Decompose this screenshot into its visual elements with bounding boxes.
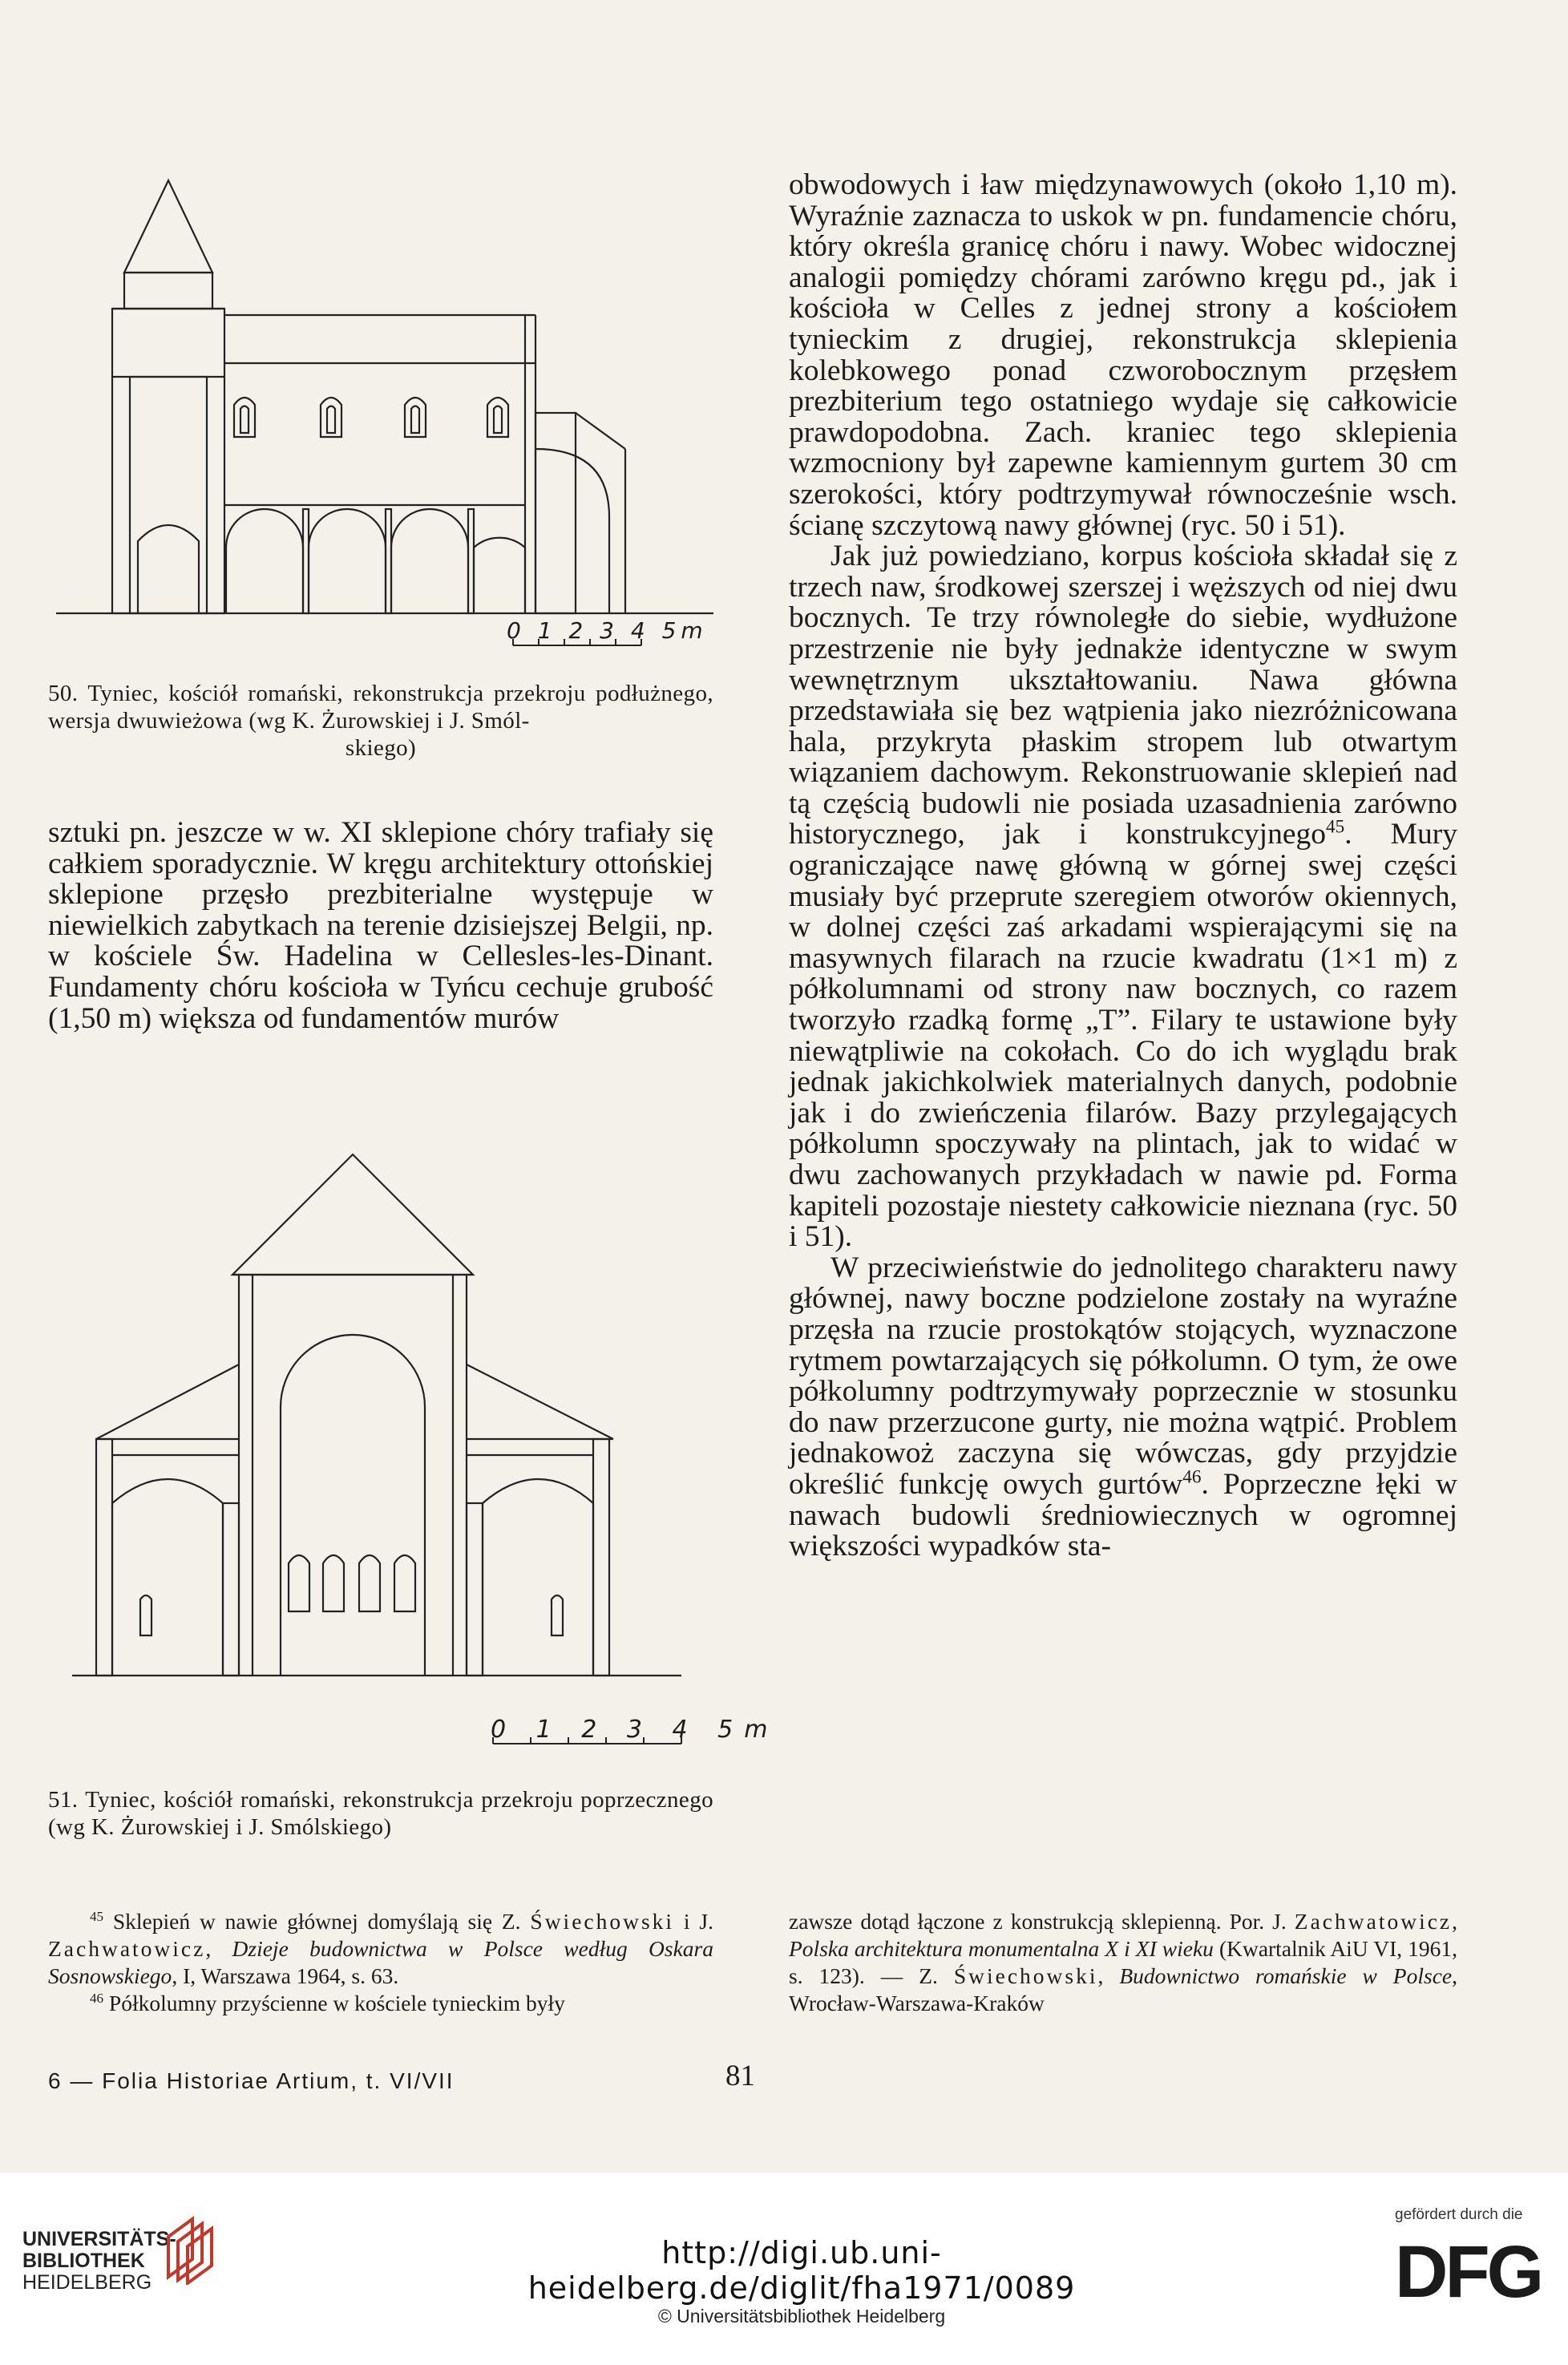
- funding-note: gefördert durch die: [1395, 2206, 1523, 2223]
- footnote-45-text-d: , I, Warszawa 1964, s. 63.: [172, 1963, 399, 1988]
- footnote-46-author: Zachwatowicz: [1294, 1909, 1453, 1934]
- footnote-45-title: Dzieje budownictwa w Polsce według Oskara Sosnowskiego: [48, 1936, 714, 1988]
- paragraph-2: [789, 541, 1457, 1253]
- footnote-46-title-2: Budownictwo romańskie w Polsce: [1119, 1963, 1453, 1988]
- footnote-46-author-2: Świechowski: [953, 1963, 1098, 1988]
- figure-51-caption: 51. Tyniec, kościół romański, rekonstrukcja przekroju poprzecznego (wg K. Żurowskiej i J. Smólskiego): [48, 1787, 713, 1840]
- footnote-46-number: 46: [90, 1990, 104, 2006]
- page-number: 81: [725, 2060, 755, 2092]
- footnote-46-text: Półkolumny przyścienne w kościele tynieckim były: [103, 1991, 565, 2015]
- paragraph-1: obwodowych i ław międzynawowych (około 1,10 m). Wyraźnie zaznacza to uskok w pn. fundamencie chóru, który określa granicę chóru i nawy. Wobec widocznej analogii pomiędzy chórami zarówno kręgu pd., jak i kościoła w Celles z jednej strony a kościołem tynieckim z drugiej, rekonstrukcja sklepienia kolebkowego ponad czworobocznym przęsłem prezbiterium tego ostatniego wydaje się całkowicie prawdopodobna. Zach. kraniec tego sklepienia wzmocniony był zapewne kamiennym gurtem 30 cm szerokości, który podtrzymywał równocześnie wsch. ścianę szczytową nawy głównej (ryc. 50 i 51).: [789, 168, 1457, 542]
- copyright-notice: © Universitätsbibliothek Heidelberg: [657, 2306, 946, 2327]
- footnote-45: [48, 1908, 713, 1990]
- footnote-46-cont-e: , Wrocław-Warszawa-Kraków: [789, 1963, 1457, 2015]
- footnote-46: [48, 1990, 713, 2017]
- footnotes-left: [48, 1908, 713, 2017]
- permalink-url[interactable]: http://digi.ub.uni-heidelberg.de/diglit/fha1971/0089: [527, 2235, 1076, 2306]
- figure-50-scale-label: 0 1 2 3 4 5m: [507, 617, 708, 644]
- library-name-line-3: HEIDELBERG: [22, 2271, 152, 2294]
- paragraph-2-part-b: . Mury ograniczające nawę główną w górnej swej części musiały być przeprute szeregiem otworów okiennych, w dolnej części zaś arkadami wspierającymi się na masywnych filarach na rzucie kwadratu (1×1 m) z półkolumnami od strony naw bocznych, co razem tworzyło rzadką formę „T”. Filary te ustawione były niewątpliwie na cokołach. Co do ich wyglądu brak jednak jakichkolwiek materialnych danych, podobnie jak i do zwieńczenia filarów. Bazy przylegających półkolumn spoczywały na plintach, jak to widać w dwu zachowanych przykładach w nawie pd. Forma kapiteli pozostaje niestety całkowicie nieznana (ryc. 50 i 51).: [789, 818, 1457, 1254]
- footnote-46-cont-a: zawsze dotąd łączone z konstrukcją sklepienną. Por. J.: [789, 1909, 1295, 1934]
- figure-50-longitudinal-section: [48, 172, 713, 653]
- library-name-line-2: BIBLIOTHEK: [22, 2250, 145, 2272]
- footnote-46-cont-d: ,: [1097, 1963, 1120, 1988]
- footnote-46-continued: [789, 1908, 1457, 2017]
- university-library-logo[interactable]: [22, 2229, 176, 2294]
- footnote-45-text-c: ,: [205, 1936, 232, 1961]
- right-column-text: [789, 170, 1457, 1563]
- footnote-46-cont-c: (Kwartalnik AiU VI, 1961, s. 123). — Z.: [789, 1936, 1458, 1988]
- paragraph-3-part-a: W przeciwieństwie do jednolitego charakteru nawy głównej, nawy boczne podzielone zostały na wyraźne przęsła na rzucie prostokątów stojących, wyznaczone rytmem powtarzających się półkolumn. O tym, że owe półkolumny podtrzymywały poprzecznie w stosunku do naw przerzucone gurty, nie można wątpić. Problem jednakowoż zaczyna się wówczas, gdy przyjdzie określić funkcję owych gurtów: [789, 1251, 1457, 1501]
- figure-50-caption: [48, 680, 713, 762]
- library-mark-icon: [160, 2213, 216, 2285]
- paragraph-3-part-b: . Poprzeczne łęki w nawach budowli średniowiecznych w ogromnej większości wypadków sta-: [789, 1467, 1457, 1563]
- footnote-ref-45: 45: [1326, 816, 1345, 838]
- paragraph-2-part-a: Jak już powiedziano, korpus kościoła składał się z trzech naw, środkowej szerszej i węższych od niej dwu bocznych. Te trzy równoległe do siebie, wydłużone przestrzenie nie były jednakże identyczne w swym wewnętrznym ukształtowaniu. Nawa główna przedstawiała się bez wątpienia jako niezróżnicowana hala, przykryta płaskim stropem lub otwartym wiązaniem dachowym. Rekonstruowanie sklepień nad tą częścią budowli nie posiada uzasadnienia zarówno historycznego, jak i konstrukcyjnego: [789, 540, 1457, 851]
- left-column-text: sztuki pn. jeszcze w w. XI sklepione chóry trafiały się całkiem sporadycznie. W kręgu architektury ottońskiej sklepione przęsło prezbiterialne występuje w niewielkich zabytkach na terenie dzisiejszej Belgii, np. w kościele Św. Hadelina w Cellesles-les-Dinant. Fundamenty chóru kościoła w Tyńcu cechuje grubość (1,50 m) większa od fundamentów murów: [48, 816, 713, 1035]
- footnote-ref-46: 46: [1182, 1466, 1202, 1488]
- footnote-46-title: Polska architektura monumentalna X i XI wieku: [789, 1936, 1214, 1961]
- footnote-45-text-a: Sklepień w nawie głównej domyślają się Z.: [103, 1909, 531, 1934]
- figure-51-scale-label: 0 1 2 3 4 5m: [491, 1716, 779, 1744]
- journal-folio: 6 — Folia Historiae Artium, t. VI/VII: [48, 2068, 455, 2093]
- footnote-45-number: 45: [90, 1908, 104, 1924]
- footnote-45-author-2: Zachwatowicz: [48, 1936, 206, 1961]
- figure-50-caption-end: skiego): [345, 735, 417, 761]
- figure-51-transverse-section: [48, 1146, 713, 1764]
- footnote-45-text-b: i J.: [674, 1909, 713, 1934]
- library-name-line-1: UNIVERSITÄTS-: [22, 2228, 176, 2250]
- figure-50-caption-text: 50. Tyniec, kościół romański, rekonstrukcja przekroju podłużnego, wersja dwuwieżowa (wg K. Żurowskiej i J. Smól-: [48, 681, 713, 734]
- footnotes-right: [789, 1908, 1457, 2017]
- footnote-45-author: Świechowski: [530, 1909, 675, 1934]
- paragraph-3: [789, 1253, 1457, 1563]
- dfg-logo[interactable]: DFG: [1395, 2231, 1542, 2313]
- footnote-46-cont-b: ,: [1452, 1909, 1457, 1934]
